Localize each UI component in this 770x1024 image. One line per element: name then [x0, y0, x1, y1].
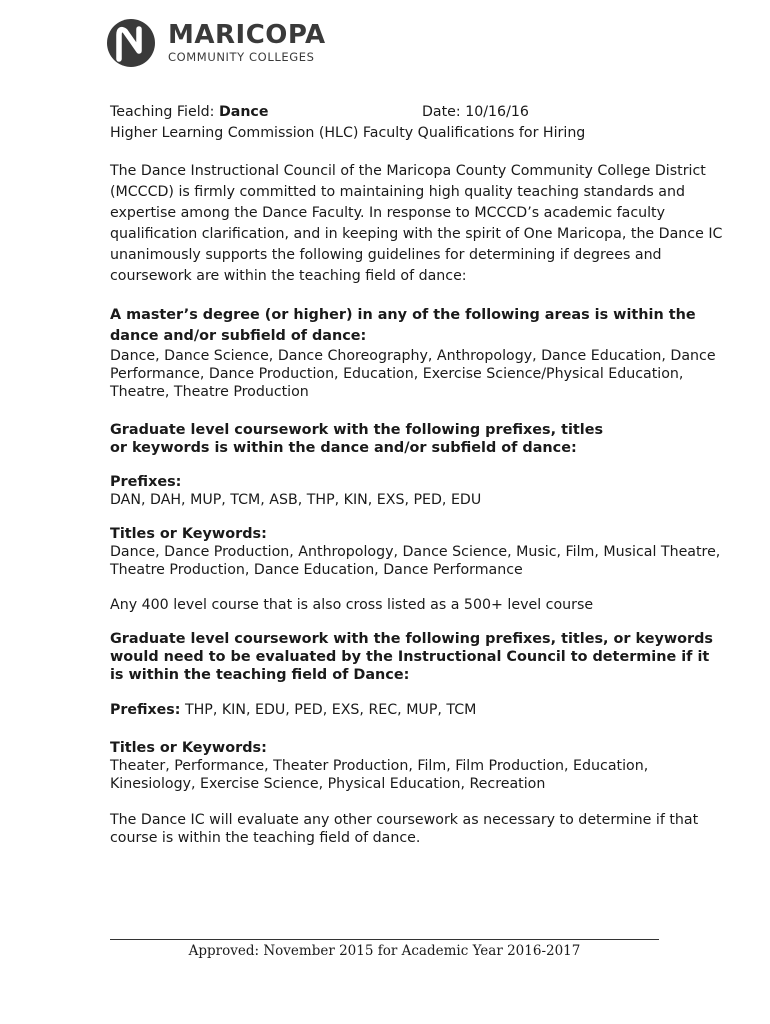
evaluated-prefixes-line — [110, 700, 725, 721]
graduate-evaluated-heading: Graduate level coursework with the following prefixes, titles, or keywords would need to be evaluated by the Instructional Council to determine if it is within the teaching field of Dance: — [110, 631, 713, 683]
intro-paragraph: The Dance Instructional Council of the Maricopa County Community College District (MCCCD) is firmly committed to maintaining high quality teaching standards and expertise among the Dance Faculty. In response to MCCCD’s academic faculty qualification clarification, and in keeping with the spirit of One Maricopa, the Dance IC unanimously supports the following guidelines for determining if degrees and coursework are within the teaching field of dance: — [110, 163, 723, 284]
masters-list: Dance, Dance Science, Dance Choreography, Anthropology, Dance Education, Dance Performance, Dance Production, Education, Exercise Science/Physical Education, Theatre, Theatre Production — [110, 348, 716, 400]
maricopa-logo-mark-icon — [106, 17, 156, 69]
document-body — [110, 102, 725, 847]
header-line — [110, 102, 725, 123]
titles-list: Dance, Dance Production, Anthropology, Dance Science, Music, Film, Musical Theatre, Theatre Production, Dance Education, Dance Performance — [110, 544, 721, 578]
evaluated-prefixes-label: Prefixes: — [110, 702, 181, 718]
approval-footer: Approved: November 2015 for Academic Year 2016-2017 — [188, 943, 581, 959]
logo-name: MARICOPA — [168, 20, 326, 50]
evaluated-prefixes-list: THP, KIN, EDU, PED, EXS, REC, MUP, TCM — [184, 702, 477, 718]
cross-listed-note: Any 400 level course that is also cross listed as a 500+ level course — [110, 597, 594, 613]
teaching-field-label: Teaching Field: — [110, 104, 215, 120]
graduate-within-heading: Graduate level coursework with the following prefixes, titles or keywords is within the dance and/or subfield of dance: — [110, 422, 604, 456]
titles-label: Titles or Keywords: — [110, 526, 267, 542]
masters-heading: A master’s degree (or higher) in any of the following areas is within the dance and/or subfield of dance: — [110, 307, 696, 344]
prefixes-list: DAN, DAH, MUP, TCM, ASB, THP, KIN, EXS, PED, EDU — [110, 492, 482, 508]
footer-divider — [110, 939, 659, 940]
document-date: Date: 10/16/16 — [422, 104, 529, 120]
logo-subtitle: COMMUNITY COLLEGES — [168, 50, 315, 64]
evaluated-titles-list: Theater, Performance, Theater Production, Film, Film Production, Education, Kinesiology, Exercise Science, Physical Education, Recreation — [110, 758, 649, 792]
closing-paragraph: The Dance IC will evaluate any other coursework as necessary to determine if that course is within the teaching field of dance. — [110, 812, 699, 846]
document-subtitle: Higher Learning Commission (HLC) Faculty Qualifications for Hiring — [110, 125, 586, 141]
evaluated-titles-label: Titles or Keywords: — [110, 740, 267, 756]
prefixes-label: Prefixes: — [110, 474, 182, 490]
maricopa-logo — [106, 17, 346, 69]
teaching-field-value: Dance — [218, 104, 269, 120]
